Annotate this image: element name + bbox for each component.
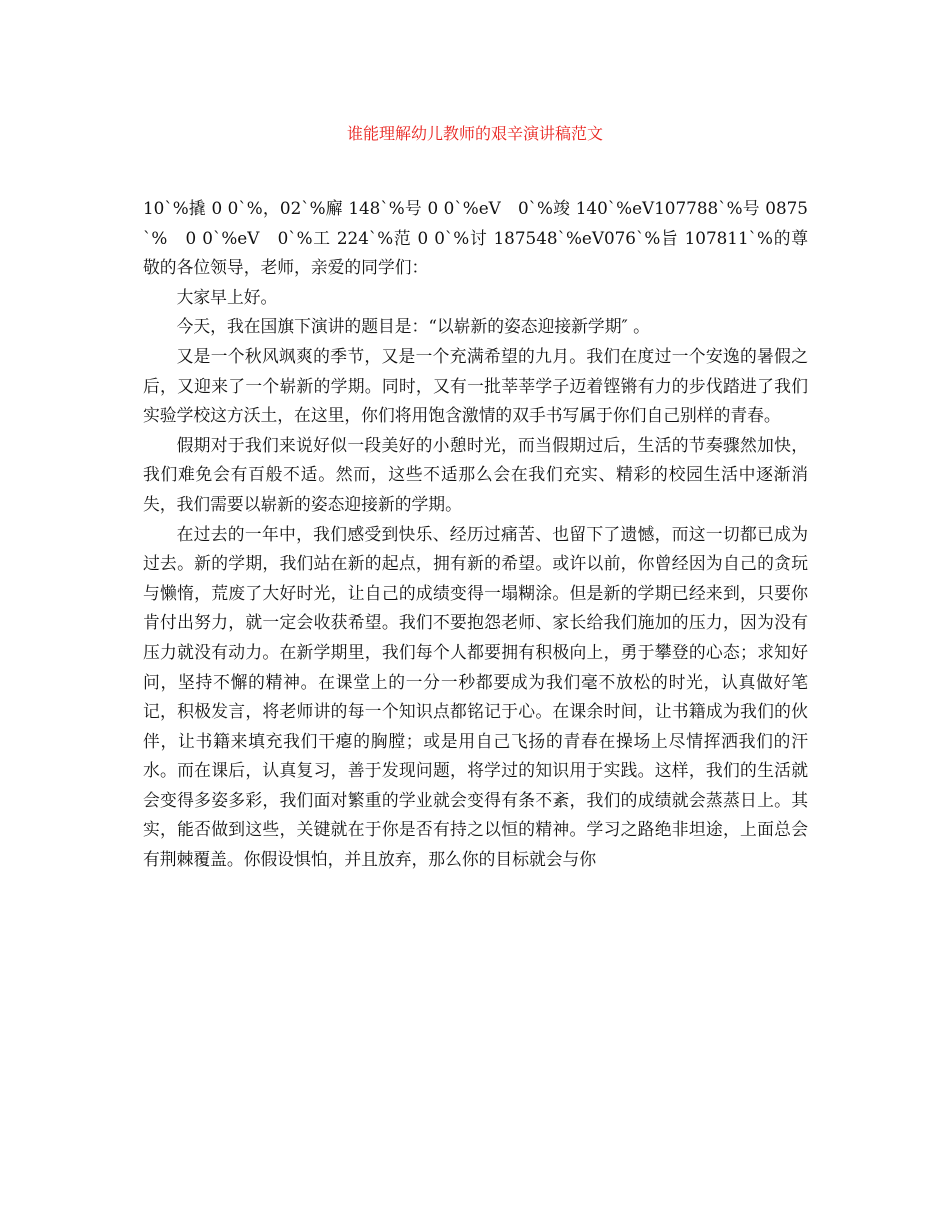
document-title: 谁能理解幼儿教师的艰辛演讲稿范文 [346,124,603,143]
body-paragraph: 今天，我在国旗下演讲的题目是：“以崭新的姿态迎接新学期″ 。 [176,316,650,337]
salutation-paragraph: 10`%撬 0 0`%，02`%廨 148`%号 0 0`%eV 0`%竣 140`%eV107788`%号 0875`% 0 0`%eV 0`%工 224`%范 0 0`%讨 187548`%eV076`%旨 107811`%的尊敬的各位领导，老师，亲爱的同学们： [143,198,808,278]
body-paragraph: 又是一个秋风飒爽的季节，又是一个充满希望的九月。我们在度过一个安逸的暑假之后，又迎来了一个崭新的学期。同时，又有一批莘莘学子迈着铿锵有力的步伐踏进了我们实验学校这方沃土，在这里，你们将用饱含激情的双手书写属于你们自己别样的青春。 [143,345,808,426]
body-paragraph: 在过去的一年中，我们感受到快乐、经历过痛苦、也留下了遗憾，而这一切都已成为过去。新的学期，我们站在新的起点，拥有新的希望。或许以前，你曾经因为自己的贪玩与懒惰，荒废了大好时光，让自己的成绩变得一塌糊涂。但是新的学期已经来到，只要你肯付出努力，就一定会收获希望。我们不要抱怨老师、家长给我们施加的压力，因为没有压力就没有动力。在新学期里，我们每个人都要拥有积极向上，勇于攀登的心态；求知好问，坚持不懈的精神。在课堂上的一分一秒都要成为我们毫不放松的时光，认真做好笔记，积极发言，将老师讲的每一个知识点都铭记于心。在课余时间，让书籍成为我们的伙伴，让书籍来填充我们干瘪的胸膛；或是用自己飞扬的青春在操场上尽情挥洒我们的汗水。而在课后，认真复习，善于发现问题，将学过的知识用于实践。这样，我们的生活就会变得多姿多彩，我们面对繁重的学业就会变得有条不紊，我们的成绩就会蒸蒸日上。其实，能否做到这些，关键就在于你是否有持之以恒的精神。学习之路绝非坦途，上面总会有荆棘覆盖。你假设惧怕，并且放弃，那么你的目标就会与你 [143,523,808,870]
body-paragraph: 假期对于我们来说好似一段美好的小憩时光，而当假期过后，生活的节奏骤然加快，我们难免会有百般不适。然而，这些不适那么会在我们充实、精彩的校园生活中逐渐消失，我们需要以崭新的姿态迎接新的学期。 [143,434,808,514]
body-paragraph: 大家早上好。 [176,286,278,307]
document-body [143,194,808,875]
